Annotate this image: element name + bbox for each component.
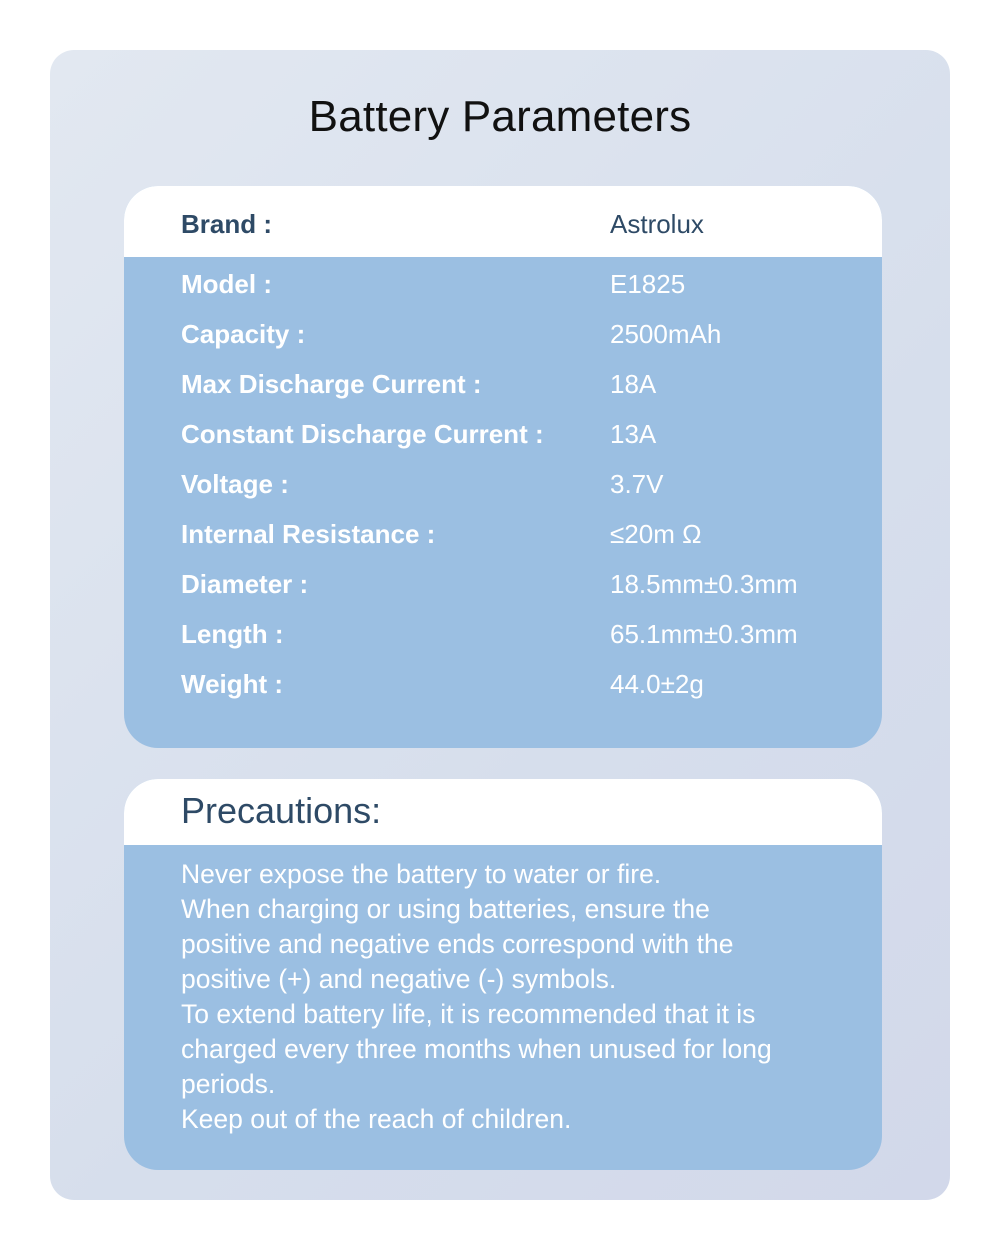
- param-value: 18.5mm±0.3mm: [610, 569, 798, 599]
- param-row-brand: [181, 204, 861, 244]
- param-label: Capacity :: [181, 319, 306, 349]
- precaution-line: positive and negative ends correspond with the: [181, 929, 734, 959]
- param-label: Weight :: [181, 669, 284, 699]
- param-value: 2500mAh: [610, 319, 722, 349]
- param-row-capacity: [181, 314, 861, 354]
- param-row-model: [181, 264, 861, 304]
- precautions-card-header: [124, 779, 882, 845]
- param-row-internal-resistance: [181, 514, 861, 554]
- param-value: 3.7V: [610, 469, 664, 499]
- precaution-line: Keep out of the reach of children.: [181, 1104, 572, 1134]
- param-value: ≤20m Ω: [610, 519, 702, 549]
- parameters-card: [124, 186, 882, 748]
- param-row-length: [181, 614, 861, 654]
- param-label: Max Discharge Current :: [181, 369, 482, 399]
- param-label: Diameter :: [181, 569, 309, 599]
- param-label: Internal Resistance :: [181, 519, 436, 549]
- precaution-line: periods.: [181, 1069, 276, 1099]
- param-value: Astrolux: [610, 209, 704, 239]
- param-label: Voltage :: [181, 469, 289, 499]
- precaution-line: Never expose the battery to water or fire.: [181, 859, 662, 889]
- precautions-title: Precautions:: [181, 790, 382, 831]
- param-value: 18A: [610, 369, 657, 399]
- param-label: Constant Discharge Current :: [181, 419, 544, 449]
- param-value: E1825: [610, 269, 686, 299]
- param-label: Model :: [181, 269, 272, 299]
- precaution-line: When charging or using batteries, ensure the: [181, 894, 710, 924]
- param-row-constant-discharge: [181, 414, 861, 454]
- page-title: Battery Parameters: [308, 92, 692, 141]
- precaution-line: To extend battery life, it is recommended that it is: [181, 999, 756, 1029]
- param-row-max-discharge: [181, 364, 861, 404]
- precaution-line: positive (+) and negative (-) symbols.: [181, 964, 617, 994]
- param-row-diameter: [181, 564, 861, 604]
- param-value: 44.0±2g: [610, 669, 704, 699]
- param-label: Length :: [181, 619, 284, 649]
- precautions-body: [181, 857, 851, 1137]
- param-row-voltage: [181, 464, 861, 504]
- param-label: Brand :: [181, 209, 272, 239]
- param-row-weight: [181, 664, 861, 704]
- precautions-card: [124, 779, 882, 1170]
- param-value: 13A: [610, 419, 657, 449]
- precaution-line: charged every three months when unused for long: [181, 1034, 772, 1064]
- param-value: 65.1mm±0.3mm: [610, 619, 798, 649]
